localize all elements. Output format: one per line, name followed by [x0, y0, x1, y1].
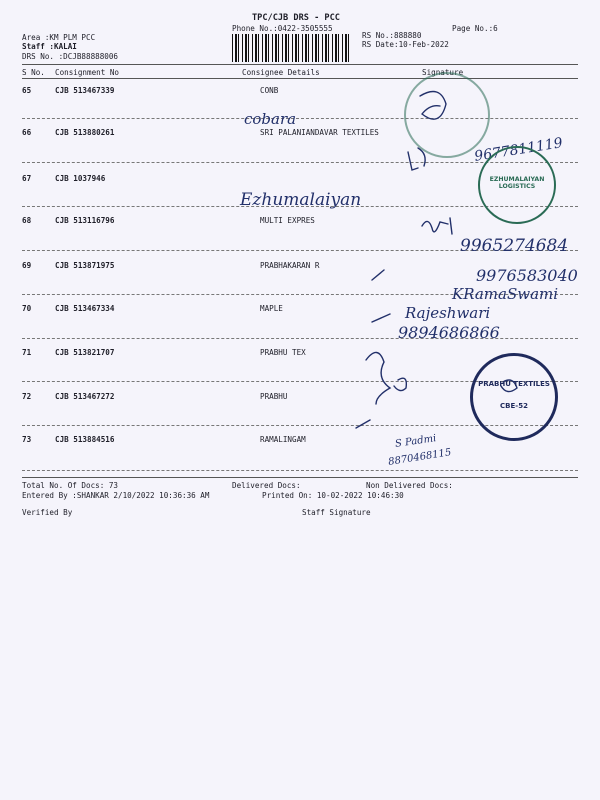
row-sno: 67	[22, 174, 32, 183]
row-consignee: PRABHAKARAN R	[260, 261, 320, 270]
handwritten-phone: 9894686866	[398, 323, 500, 342]
col-header-sno: S No.	[22, 68, 45, 77]
drs-number: DRS No. :DCJB88888006	[22, 52, 119, 61]
non-delivered-docs: Non Delivered Docs:	[366, 481, 453, 490]
rs-date: RS Date:10-Feb-2022	[362, 40, 449, 49]
staff-field: Staff :KALAI	[22, 42, 77, 51]
row-consignment: CJB 513884516	[55, 435, 115, 444]
printed-on: Printed On: 10-02-2022 10:46:30	[262, 491, 404, 500]
verified-by: Verified By	[22, 508, 73, 517]
row-consignment: CJB 513116796	[55, 216, 115, 225]
round-stamp-top	[404, 72, 490, 158]
row-consignment: CJB 1037946	[55, 174, 106, 183]
handwritten-cobara: cobara	[244, 110, 297, 128]
col-header-signature: Signature	[422, 68, 464, 77]
handwritten-name: S Padmi	[394, 433, 437, 450]
handwritten-name: KRamaSwami	[452, 285, 559, 303]
phone-number: Phone No.:0422-3505555	[232, 24, 333, 33]
handwritten-phone: 9677811119	[473, 135, 564, 165]
row-consignment: CJB 513880261	[55, 128, 115, 137]
row-sno: 70	[22, 304, 32, 313]
row-consignee: SRI PALANIANDAVAR TEXTILES	[260, 128, 379, 137]
handwritten-name: Rajeshwari	[405, 304, 491, 322]
row-consignment: CJB 513467334	[55, 304, 115, 313]
col-header-consignment: Consignment No	[55, 68, 120, 77]
total-docs: Total No. Of Docs: 73	[22, 481, 119, 490]
row-consignee: PRABHU TEX	[260, 348, 306, 357]
row-consignee: PRABHU	[260, 392, 288, 401]
row-consignee: RAMALINGAM	[260, 435, 306, 444]
rs-number: RS No.:888880	[362, 31, 422, 40]
row-consignee: MAPLE	[260, 304, 283, 313]
row-sno: 72	[22, 392, 32, 401]
footer-rule	[22, 477, 578, 478]
row-sno: 65	[22, 86, 32, 95]
ezhumalaiyan-stamp	[478, 146, 556, 224]
row-consignment: CJB 513467272	[55, 392, 115, 401]
delivered-docs: Delivered Docs:	[232, 481, 301, 490]
page-number: Page No.:6	[452, 24, 498, 33]
row-sno: 66	[22, 128, 32, 137]
document-title: TPC/CJB DRS - PCC	[252, 13, 340, 23]
entered-by: Entered By :SHANKAR 2/10/2022 10:36:36 AM	[22, 491, 210, 500]
row-sno: 68	[22, 216, 32, 225]
row-sno: 71	[22, 348, 32, 357]
handwritten-ezhumalaiyan: Ezhumalaiyan	[240, 190, 362, 210]
area-field: Area :KM PLM PCC	[22, 33, 96, 42]
col-header-consignee: Consignee Details	[242, 68, 320, 77]
row-consignee: CONB	[260, 86, 279, 95]
row-consignment: CJB 513821707	[55, 348, 115, 357]
staff-signature: Staff Signature	[302, 508, 371, 517]
handwritten-phone: 9976583040	[476, 266, 578, 285]
row-consignment: CJB 513467339	[55, 86, 115, 95]
stamp-text: CBE-52	[500, 402, 528, 410]
stamp-text: EZHUMALAIYAN LOGISTICS	[489, 176, 545, 190]
row-sno: 69	[22, 261, 32, 270]
prabhu-textiles-stamp	[470, 353, 558, 441]
handwritten-phone: 8870468115	[387, 447, 453, 468]
row-consignee: MULTI EXPRES	[260, 216, 315, 225]
stamp-text: PRABHU TEXTILES	[478, 380, 550, 388]
handwritten-phone: 9965274684	[460, 236, 569, 256]
row-consignment: CJB 513871975	[55, 261, 115, 270]
row-sno: 73	[22, 435, 32, 444]
